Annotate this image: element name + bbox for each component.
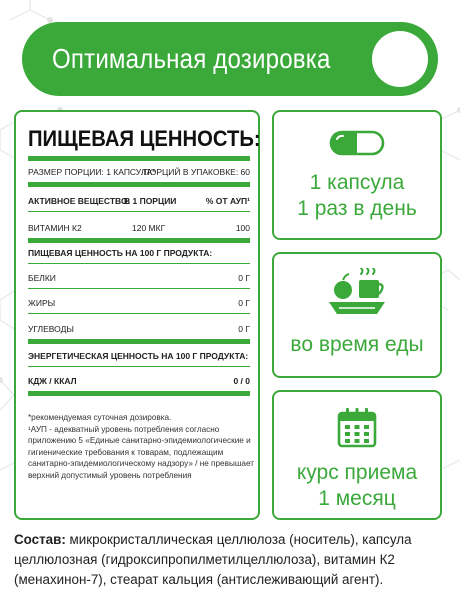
servings-per-pack: ПОРЦИЙ В УПАКОВКЕ: 60 — [143, 167, 250, 177]
capsule-icon — [329, 130, 385, 156]
divider-thick — [28, 182, 250, 187]
meal-timing-card — [272, 252, 442, 378]
nutrient-value: 0 Г — [238, 273, 250, 283]
serving-size: РАЗМЕР ПОРЦИИ: 1 КАПСУЛА* — [28, 167, 156, 177]
composition-text: микрокристаллическая целлюлоза (носитель), капсула целлюлозная (гидроксипропилметилцеллюлоза), витамин К2 (менахинон-7), стеарат кальция (антислеживающий агент). — [14, 532, 412, 587]
divider-thin — [28, 288, 250, 289]
serving-info-row — [28, 167, 250, 177]
col-substance: АКТИВНОЕ ВЕЩЕСТВО: — [28, 196, 131, 206]
per100-header: ПИЩЕВАЯ ЦЕННОСТЬ НА 100 Г ПРОДУКТА: — [28, 248, 213, 258]
meal-icon — [325, 268, 389, 320]
nutrient-row — [28, 273, 250, 283]
divider-thin — [28, 263, 250, 264]
nutrient-row — [28, 298, 250, 308]
col-per-serving: В 1 ПОРЦИИ — [124, 196, 177, 206]
energy-value: 0 / 0 — [233, 376, 250, 386]
col-percent: % ОТ АУП¹ — [205, 196, 250, 206]
active-name: ВИТАМИН К2 — [28, 223, 82, 233]
active-percent: 100 — [235, 223, 250, 233]
energy-row — [28, 376, 250, 386]
divider-thick — [28, 391, 250, 396]
nutrient-value: 0 Г — [238, 324, 250, 334]
dosage-line-2: 1 раз в день — [297, 197, 417, 220]
table-header-row — [28, 196, 250, 206]
calendar-icon — [337, 408, 377, 448]
course-card — [272, 390, 442, 520]
nutrient-value: 0 Г — [238, 298, 250, 308]
course-line-1: курс приема — [296, 461, 418, 484]
nutrient-row — [28, 324, 250, 334]
divider-thick — [28, 238, 250, 243]
energy-header: ЭНЕРГЕТИЧЕСКАЯ ЦЕННОСТЬ НА 100 Г ПРОДУКТА: — [28, 351, 249, 361]
divider-thick — [28, 339, 250, 344]
active-amount: 120 МКГ — [132, 223, 166, 233]
divider-thin — [28, 313, 250, 314]
footnotes — [28, 412, 254, 482]
course-line-2: 1 месяц — [318, 487, 396, 510]
banner-circle-decoration — [372, 31, 428, 87]
footnote-daily-dose: *рекомендуемая суточная дозировка. — [28, 413, 172, 422]
divider-thin — [28, 211, 250, 212]
nutrition-facts-card — [14, 110, 260, 520]
energy-name: КДЖ / ККАЛ — [28, 376, 77, 386]
composition-label: Состав: — [14, 532, 66, 547]
nutrient-name: БЕЛКИ — [28, 273, 56, 283]
meal-timing-text: во время еды — [290, 333, 424, 356]
active-substance-row — [28, 223, 250, 233]
nutrition-title: ПИЩЕВАЯ ЦЕННОСТЬ: — [28, 126, 261, 151]
composition — [14, 530, 450, 590]
dosage-card — [272, 110, 442, 240]
banner-title: Оптимальная дозировка — [52, 43, 331, 74]
footnote-aup: ¹АУП - адекватный уровень потребления согласно приложению 5 «Единые санитарно-эпидемиологические и гигиенические требования к товарам, подлежащим санитарно-эпидемиологическому надзору» / не превышает верхний допустимый уровень потребления — [28, 424, 254, 480]
nutrient-name: УГЛЕВОДЫ — [28, 324, 74, 334]
header-banner — [22, 22, 438, 96]
dosage-line-1: 1 капсула — [309, 171, 405, 194]
divider-thin — [28, 366, 250, 367]
divider-thick — [28, 156, 250, 161]
nutrient-name: ЖИРЫ — [28, 298, 56, 308]
